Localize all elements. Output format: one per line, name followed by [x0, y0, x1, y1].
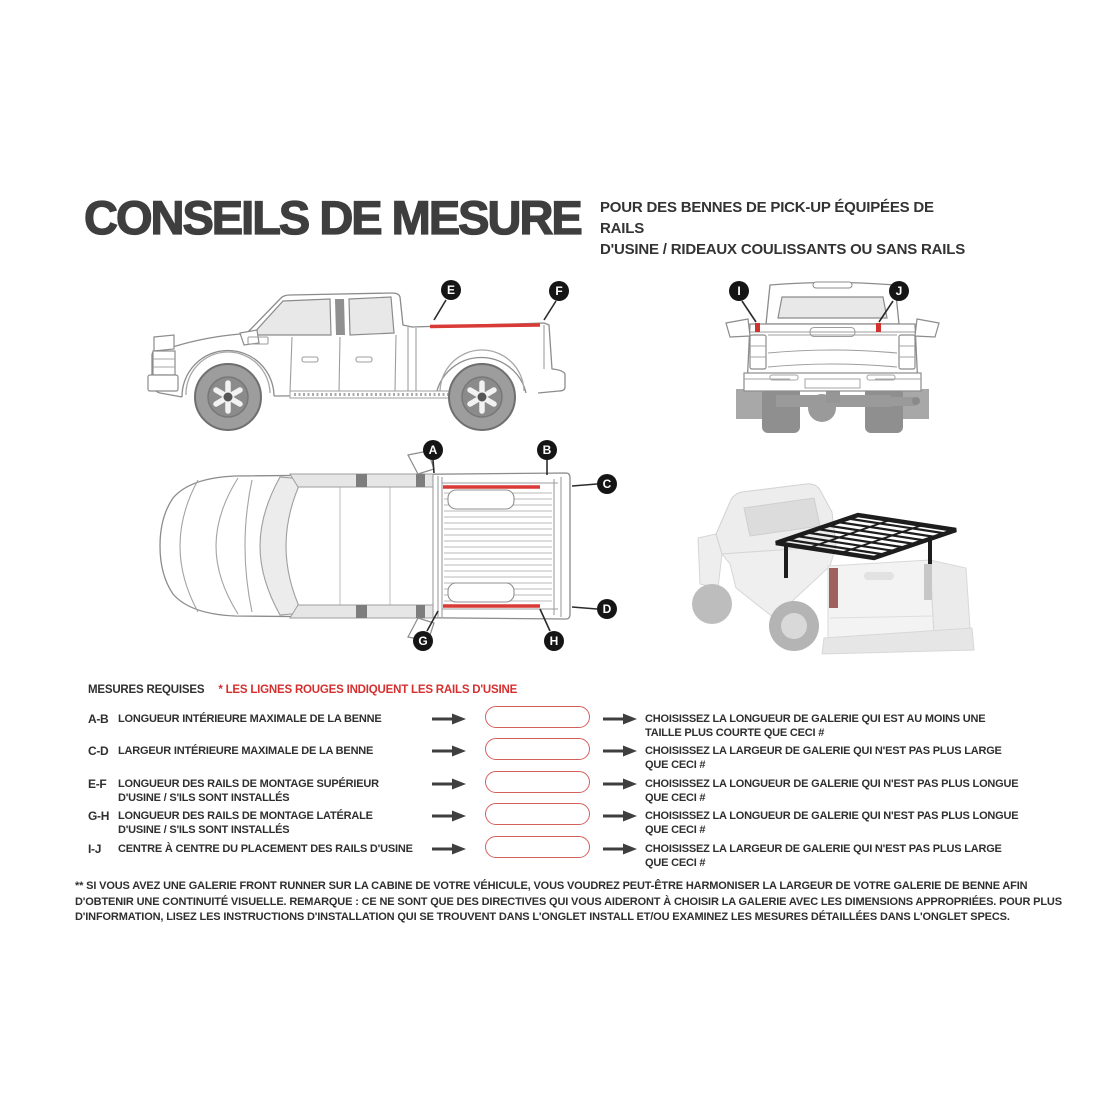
page-subtitle [600, 197, 980, 260]
marker-c [597, 474, 617, 494]
tailgate-handle [864, 572, 894, 580]
measurement-value-field[interactable] [485, 706, 590, 728]
legend-red-note: * LES LIGNES ROUGES INDIQUENT LES RAILS D'USINE [218, 684, 518, 696]
row-key: G-H [88, 809, 110, 823]
row-instruction-line2: TAILLE PLUS COURTE QUE CECI # [645, 727, 825, 739]
measurement-value-field[interactable] [485, 738, 590, 760]
marker-c-label: C [602, 477, 612, 491]
marker-a-label: A [428, 443, 438, 457]
measurement-row [75, 836, 1055, 870]
front-bumper [148, 375, 178, 391]
marker-j-label: J [895, 284, 903, 298]
bed-wheel-well-left [448, 490, 514, 509]
marker-d [597, 599, 617, 619]
marker-e [441, 280, 461, 300]
bed-rack-3d-figure [678, 468, 993, 683]
arrow-right-icon [603, 745, 637, 757]
left-rail-red-mark [755, 323, 760, 332]
left-taillight [750, 335, 766, 369]
subtitle-line-1: POUR DES BENNES DE PICK-UP ÉQUIPÉES DE RAILS [600, 199, 934, 237]
arrow-right-icon [432, 713, 466, 725]
marker-h-label: H [549, 634, 559, 648]
arrow-right-icon [603, 778, 637, 790]
row-label-line1: LARGEUR INTÉRIEURE MAXIMALE DE LA BENNE [118, 745, 374, 757]
row-label-line2: D'USINE / S'ILS SONT INSTALLÉS [118, 824, 290, 836]
marker-f-label: F [555, 284, 563, 298]
measurement-value-field[interactable] [485, 836, 590, 858]
right-rail-red-mark [876, 323, 881, 332]
legend-title: MESURES REQUISES [88, 684, 205, 696]
footnote-text: ** SI VOUS AVEZ UNE GALERIE FRONT RUNNER SUR LA CABINE DE VOTRE VÉHICULE, VOUS VOUDREZ PEUT-ÊTRE HARMONISER LA LARGEUR DE VOTRE GALERIE DE BENNE AFIN D'OBTENIR UNE CONTINUITÉ VISUELLE. REMARQUE : CE NE SONT QUE DES DIRECTIVES QUI VOUS AIDERONT À CHOISIR LA GALERIE AVEC LES DIMENSIONS APPROPRIÉES. POUR PLUS D'INFORMATION, LISEZ LES INSTRUCTIONS D'INSTALLATION QUI SE TROUVENT DANS L'ONGLET INSTALL ET/OU EXAMINEZ LES MESURES DÉTAILLÉES DANS L'ONGLET SPECS. [75, 880, 1062, 923]
row-key: A-B [88, 712, 109, 726]
measurement-row [75, 706, 1055, 740]
measurement-row [75, 771, 1055, 805]
marker-b [537, 440, 557, 460]
row-instruction-line1: CHOISISSEZ LA LARGEUR DE GALERIE QUI N'EST PAS PLUS LARGE [645, 745, 1002, 757]
row-instruction [645, 777, 1018, 805]
row-instruction-line2: QUE CECI # [645, 857, 706, 869]
truck-top-view-figure [140, 438, 625, 660]
bed-wheel-well-right [448, 583, 514, 602]
row-instruction [645, 842, 1002, 870]
row-instruction-line2: QUE CECI # [645, 759, 706, 771]
marker-f [549, 281, 569, 301]
marker-d-label: D [602, 602, 612, 616]
row-instruction-line1: CHOISISSEZ LA LONGUEUR DE GALERIE QUI N'EST PAS PLUS LONGUE [645, 778, 1019, 790]
arrow-right-icon [432, 843, 466, 855]
truck-side-view-figure [140, 275, 605, 440]
measurement-value-field[interactable] [485, 771, 590, 793]
grille [153, 351, 175, 375]
rear-window [778, 297, 887, 318]
side-front-wheel [195, 364, 261, 430]
headlight [154, 335, 174, 351]
truck-rear-view-figure [710, 275, 955, 435]
row-label [118, 809, 373, 837]
row-key: I-J [88, 842, 102, 856]
row-label [118, 777, 379, 805]
row-label-line1: CENTRE À CENTRE DU PLACEMENT DES RAILS D'USINE [118, 843, 413, 855]
taillight-3d [829, 568, 838, 608]
row-instruction-line1: CHOISISSEZ LA LARGEUR DE GALERIE QUI N'EST PAS PLUS LARGE [645, 843, 1002, 855]
measurements-legend [88, 684, 517, 696]
measurement-value-field[interactable] [485, 803, 590, 825]
row-instruction [645, 744, 1002, 772]
measurement-row [75, 803, 1055, 837]
arrow-right-icon [603, 713, 637, 725]
marker-i [729, 281, 749, 301]
right-taillight [899, 335, 915, 369]
right-fender [930, 560, 970, 634]
row-label [118, 744, 373, 758]
factory-top-rail-red-line [430, 325, 540, 327]
side-rear-window [349, 297, 394, 335]
row-label-line2: D'USINE / S'ILS SONT INSTALLÉS [118, 792, 290, 804]
rear-right-mirror [915, 319, 939, 337]
side-b-pillar [335, 299, 345, 335]
marker-a [423, 440, 443, 460]
row-instruction [645, 809, 1018, 837]
row-label-line1: LONGUEUR INTÉRIEURE MAXIMALE DE LA BENNE [118, 713, 382, 725]
row-instruction-line2: QUE CECI # [645, 792, 706, 804]
marker-g-label: G [418, 634, 428, 648]
subtitle-line-2: D'USINE / RIDEAUX COULISSANTS OU SANS RAILS [600, 241, 966, 258]
row-instruction-line1: CHOISISSEZ LA LONGUEUR DE GALERIE QUI EST AU MOINS UNE [645, 713, 986, 725]
row-label-line1: LONGUEUR DES RAILS DE MONTAGE SUPÉRIEUR [118, 778, 379, 790]
side-front-window [252, 299, 331, 335]
front-wheel [692, 584, 732, 624]
third-brake-light [813, 282, 852, 288]
row-instruction [645, 712, 985, 740]
rear-left-mirror [726, 319, 750, 337]
arrow-right-icon [432, 778, 466, 790]
page-title: CONSEILS DE MESURE [84, 191, 581, 244]
row-label-line1: LONGUEUR DES RAILS DE MONTAGE LATÉRALE [118, 810, 373, 822]
row-label [118, 712, 382, 726]
marker-i-label: I [737, 284, 741, 298]
arrow-right-icon [603, 810, 637, 822]
row-instruction-line2: QUE CECI # [645, 824, 706, 836]
marker-j [889, 281, 909, 301]
marker-g [413, 631, 433, 651]
measurement-row [75, 738, 1055, 772]
row-key: C-D [88, 744, 109, 758]
marker-b-label: B [542, 443, 552, 457]
row-key: E-F [88, 777, 107, 791]
side-rear-wheel [449, 364, 515, 430]
arrow-right-icon [432, 745, 466, 757]
arrow-right-icon [432, 810, 466, 822]
arrow-right-icon [603, 843, 637, 855]
marker-e-label: E [446, 283, 456, 297]
row-label [118, 842, 413, 856]
marker-h [544, 631, 564, 651]
rear-underbody [736, 387, 929, 433]
row-instruction-line1: CHOISISSEZ LA LONGUEUR DE GALERIE QUI N'EST PAS PLUS LONGUE [645, 810, 1019, 822]
